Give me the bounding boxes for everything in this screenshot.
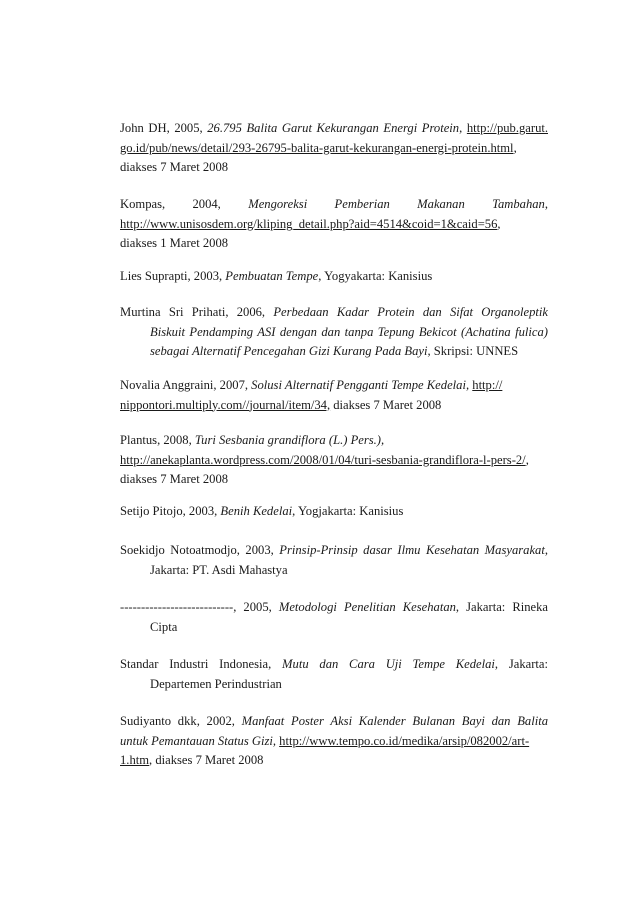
- reference-publisher: Departemen Perindustrian: [150, 676, 282, 691]
- reference-punct: ,: [544, 543, 548, 557]
- reference-entry: [120, 712, 548, 771]
- reference-entry: [120, 303, 548, 362]
- reference-author: Soekidjo Notoatmodjo, 2003,: [120, 543, 280, 557]
- reference-title: Benih Kedelai: [220, 504, 293, 518]
- reference-title: sebagai Alternatif Pencegahan Gizi Kurang Pada Bayi,: [150, 344, 431, 358]
- reference-line: [120, 215, 548, 235]
- reference-publisher: Jakarta: PT. Asdi Mahastya: [150, 562, 288, 577]
- reference-punct: ,: [497, 216, 501, 231]
- reference-title: Perbedaan Kadar Protein dan Sifat Organoleptik: [273, 305, 548, 319]
- reference-link[interactable]: http://www.unisosdem.org/kliping_detail.php?aid=4514&coid=1&caid=56: [120, 216, 498, 231]
- reference-link[interactable]: http://: [472, 378, 503, 392]
- reference-link[interactable]: 1.htm: [120, 753, 150, 767]
- reference-line: [120, 195, 548, 215]
- reference-accessed: diakses 7 Maret 2008: [120, 160, 229, 174]
- reference-author: Murtina Sri Prihati, 2006,: [120, 305, 274, 319]
- reference-line: [120, 598, 548, 618]
- reference-punct: ,: [459, 121, 467, 135]
- reference-author: Sudiyanto dkk, 2002,: [120, 714, 242, 728]
- reference-link[interactable]: go.id/pub/news/detail/293-26795-balita-garut-kekurangan-energi-protein.html: [120, 140, 514, 155]
- reference-title: Mutu dan Cara Uji Tempe Kedelai: [282, 657, 495, 671]
- reference-line: [120, 303, 548, 323]
- reference-line: [120, 234, 548, 254]
- reference-entry: [120, 431, 548, 490]
- reference-line: [120, 158, 548, 178]
- reference-accessed: diakses 7 Maret 2008: [120, 472, 229, 486]
- reference-line: [120, 396, 548, 416]
- reference-entry: [120, 598, 548, 637]
- reference-line: [120, 541, 548, 561]
- reference-title: 26.795 Balita Garut Kekurangan Energi Protein: [207, 121, 460, 135]
- reference-line: [120, 561, 548, 581]
- reference-title: Prinsip-Prinsip dasar Ilmu Kesehatan Masyarakat: [279, 543, 545, 557]
- reference-punct: ,: [525, 452, 529, 467]
- reference-line: [120, 451, 548, 471]
- reference-title: Mengoreksi Pemberian Makanan Tambahan: [248, 197, 545, 211]
- reference-entry: [120, 541, 548, 580]
- reference-publisher: Skripsi: UNNES: [430, 344, 519, 358]
- reference-line: [120, 470, 548, 490]
- reference-entry: [120, 655, 548, 694]
- reference-entry: [120, 195, 548, 254]
- reference-title: Pembuatan Tempe: [225, 269, 319, 283]
- reference-author: John DH, 2005,: [120, 121, 208, 135]
- reference-line: [120, 323, 548, 343]
- reference-line: [120, 502, 548, 522]
- reference-title: Metodologi Penelitian Kesehatan: [278, 600, 456, 614]
- reference-publisher: , Jakarta: Rineka: [455, 600, 548, 614]
- reference-line: [120, 376, 548, 396]
- reference-line: [120, 618, 548, 638]
- reference-line: [120, 431, 548, 451]
- reference-entry: [120, 119, 548, 178]
- reference-entry: [120, 376, 548, 415]
- reference-title: Manfaat Poster Aksi Kalender Bulanan Bayi dan Balita: [241, 714, 548, 728]
- reference-title: Solusi Alternatif Pengganti Tempe Kedelai,: [251, 378, 470, 392]
- reference-line: [120, 712, 548, 732]
- reference-author: ---------------------------, 2005,: [120, 600, 279, 614]
- reference-punct: ,: [544, 197, 548, 211]
- reference-author: Standar Industri Indonesia,: [120, 657, 283, 671]
- reference-entry: [120, 267, 548, 287]
- reference-entry: [120, 502, 548, 522]
- reference-link[interactable]: nippontori.multiply.com//journal/item/34,: [120, 397, 331, 412]
- reference-link[interactable]: http://www.tempo.co.id/medika/arsip/082002/art-: [279, 733, 530, 748]
- reference-line: [120, 119, 548, 139]
- reference-author: Plantus, 2008,: [120, 433, 195, 447]
- reference-publisher: Cipta: [150, 619, 178, 634]
- reference-link[interactable]: http://pub.garut.: [466, 121, 548, 135]
- reference-accessed: diakses 1 Maret 2008: [120, 236, 229, 250]
- reference-line: [120, 342, 548, 362]
- reference-line: [120, 675, 548, 695]
- reference-line: [120, 267, 548, 287]
- reference-author: Novalia Anggraini, 2007,: [120, 378, 252, 392]
- reference-author: Setijo Pitojo, 2003,: [120, 504, 221, 518]
- reference-publisher: , Yogjakarta: Kanisius: [292, 504, 404, 518]
- reference-author: Kompas, 2004,: [120, 197, 249, 211]
- reference-line: [120, 139, 548, 159]
- reference-author: Lies Suprapti, 2003,: [120, 269, 226, 283]
- reference-publisher: , Jakarta:: [494, 657, 548, 671]
- reference-accessed: , diakses 7 Maret 2008: [149, 753, 264, 767]
- reference-link[interactable]: http://anekaplanta.wordpress.com/2008/01/04/turi-sesbania-grandiflora-l-pers-2/: [120, 452, 526, 467]
- reference-line: [120, 751, 548, 771]
- reference-publisher: , Yogyakarta: Kanisius: [318, 269, 433, 283]
- reference-line: [120, 655, 548, 675]
- reference-title: Biskuit Pendamping ASI dengan dan tanpa Tepung Bekicot (Achatina fulica): [150, 324, 548, 339]
- reference-title: Turi Sesbania grandiflora (L.) Pers.),: [194, 433, 385, 447]
- reference-punct: ,: [513, 140, 517, 155]
- reference-title: untuk Pemantauan Status Gizi,: [120, 733, 277, 748]
- reference-line: [120, 732, 548, 752]
- reference-accessed: diakses 7 Maret 2008: [330, 397, 442, 412]
